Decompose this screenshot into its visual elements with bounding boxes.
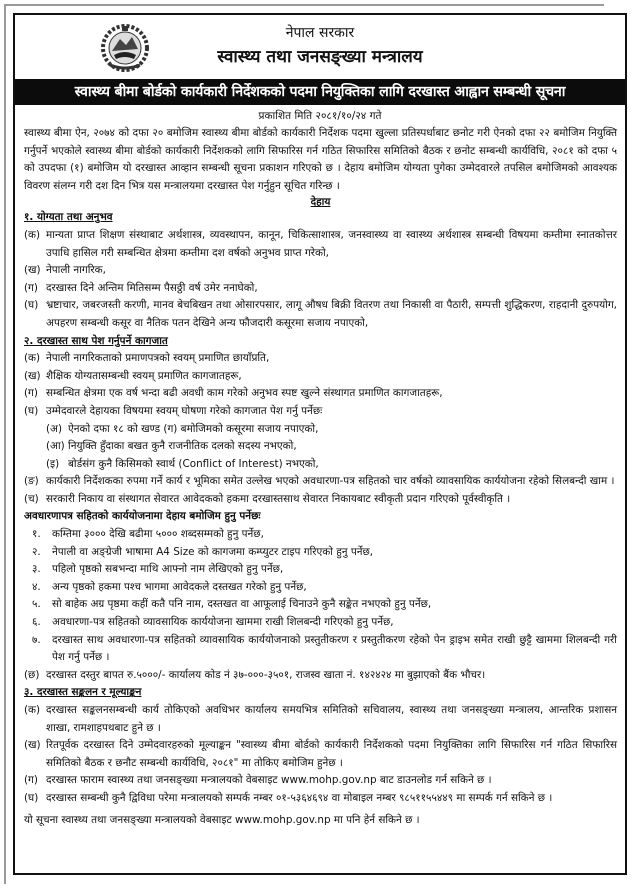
list-item <box>24 702 617 737</box>
item-text: दरखास्त फाराम स्वास्थ्य तथा जनसङ्ख्या मन्त्रालयको वेबसाइट www.mohp.gov.np बाट डाउनलोड गर्न सकिने छ । <box>46 774 492 787</box>
concept-paper-list <box>24 526 617 667</box>
item-text: उम्मेदवारले देहायका विषयमा स्वयम् घोषणा गरेको कागजात पेश गर्नु पर्नेछः <box>46 404 323 417</box>
item-text: अवधारणा-पत्र सहितको व्यावसायिक कार्ययोजना खाममा राखी शिलबन्दी गरिएको हुनु पर्नेछ, <box>52 616 394 629</box>
list-item <box>24 772 617 790</box>
fee-item <box>24 667 617 685</box>
footer-note: यो सूचना स्वास्थ्य तथा जनसङ्ख्या मन्त्रालयको वेबसाइट www.mohp.gov.np मा पनि हेर्न सकिने छ । <box>24 813 420 826</box>
list-item <box>24 491 617 509</box>
list-item <box>24 227 617 262</box>
item-marker: (ख) <box>24 264 41 277</box>
item-text: दरखास्त सम्बन्धी कुनै द्विविधा परेमा मन्त्रालयको सम्पर्क नम्बर ०१-५३६४६९४ वा मोबाइल नम्बर ९८५११५५४४९ मा सम्पर्क गर्न सकिने छ । <box>46 791 553 804</box>
item-marker: (ग) <box>24 774 38 787</box>
item-marker: १. <box>32 528 41 541</box>
item-marker: ७. <box>32 633 41 646</box>
item-text: कार्यकारी निर्देशकका रुपमा गर्ने कार्य र भूमिका समेत उल्लेख भएको अवधारणा-पत्र सहितको चार वर्षको व्यावसायिक कार्ययोजना रहेको सिलबन्दी खाम । <box>46 475 615 488</box>
list-item <box>24 385 617 403</box>
notice-title-banner: स्वास्थ्य बीमा बोर्डको कार्यकारी निर्देशकको पदमा नियुक्तिका लागि दरखास्त आह्वान सम्बन्धी सूचना <box>15 79 625 105</box>
numbered-item <box>24 614 617 632</box>
list-item <box>24 280 617 298</box>
item-marker: (च) <box>24 492 39 505</box>
section-1-list <box>24 227 617 333</box>
item-marker: ३. <box>32 563 41 576</box>
intro-paragraph: स्वास्थ्य बीमा ऐन, २०७४ को दफा २० बमोजिम स्वास्थ्य बीमा बोर्डको कार्यकारी निर्देशक पदमा खुल्ला प्रतिस्पर्धाबाट छनोट गरी ऐनको दफा २२ बमोजिम नियुक्ति गर्नुपर्ने भएकोले स्वास्थ्य बीमा बोर्डको कार्यकारी निर्देशकको लागि सिफारिस गर्न गठित सिफारिस समितिको बैठक र छनोट सम्बन्धी कार्यविधि, २०८१ को दफा ५ को उपदफा (१) बमोजिम यो दरखास्त आव्हान सम्बन्धी सूचना प्रकाशन गरिएको छ । देहाय बमोजिम योग्यता पुगेका उम्मेदवारले तपसिल बमोजिमको आवश्यक विवरण संलग्न गरी दश दिन भित्र यस मन्त्रालयमा दरखास्त पेश गर्नुहुन सूचित गरिन्छ । <box>24 127 617 192</box>
numbered-item <box>24 579 617 597</box>
item-text: दरखास्त साथ अवधारणा-पत्र सहितको व्यावसायिक कार्ययोजनाको प्रस्तुतीकरण र प्रस्तुतीकरण रहेको पेन ड्राइभ समेत राखी छुट्टै खाममा शिलबन्दी गरी पेश गर्नु पर्नेछ । <box>52 633 617 664</box>
sub-list-item <box>24 438 617 456</box>
item-text: मान्यता प्राप्त शिक्षण संस्थाबाट अर्थशास्त्र, व्यवस्थापन, कानून, चिकित्साशास्त्र, जनस्वास्थ्य वा स्वास्थ्य अर्थशास्त्र सम्बन्धी विषयमा कम्तीमा स्नातकोत्तर उपाधि हासिल गरी सम्बन्धित क्षेत्रमा कम्तीमा दश वर्षको अनुभव प्राप्त गरेको, <box>46 228 617 259</box>
item-marker: (ख) <box>24 739 41 752</box>
concept-paper-heading: अवधारणापत्र सहितको कार्ययोजनामा देहाय बमोजिम हुनु पर्नेछः <box>24 510 261 523</box>
item-text: बोर्डसंग कुनै किसिमको स्वार्थ (Conflict of Interest) नभएको, <box>68 457 319 470</box>
list-item <box>24 403 617 421</box>
dehay-heading: देहाय <box>310 196 331 209</box>
item-marker: (घ) <box>24 791 39 804</box>
ministry-name: स्वास्थ्य तथा जनसङ्ख्या मन्त्रालय <box>217 47 423 67</box>
item-text: दरखास्त सङ्कलनसम्बन्धी कार्य तोकिएको अवधिभर कार्यालय समयभित्र समितिको सचिवालय, स्वास्थ्य तथा जनसङ्ख्या मन्त्रालय, आन्तरिक प्रशासन शाखा, रामशाहपथबाट हुने छ । <box>46 704 617 734</box>
numbered-item <box>24 596 617 614</box>
numbered-item <box>24 561 617 579</box>
item-marker: (क) <box>24 704 41 716</box>
item-marker: (ग) <box>24 281 38 294</box>
section-1-title: १. योग्यता तथा अनुभव <box>24 211 113 224</box>
item-marker: (घ) <box>24 404 39 417</box>
item-text: अन्य पृष्ठको हकमा पश्च भागमा आवेदकले दस्तखत गरेको हुनु पर्नेछ, <box>52 580 307 593</box>
item-marker: (क) <box>24 228 41 241</box>
item-text: नियुक्ति हुँदाका बखत कुनै राजनीतिक दलको सदस्य नभएको, <box>68 440 297 453</box>
item-marker: (ङ) <box>24 475 39 488</box>
item-marker: (घ) <box>24 299 39 312</box>
section-2-title: २. दरखास्त साथ पेश गर्नुपर्ने कागजात <box>24 334 168 347</box>
item-marker: (क) <box>24 352 41 365</box>
numbered-item <box>24 526 617 544</box>
government-name: नेपाल सरकार <box>285 25 355 41</box>
list-item <box>24 297 617 332</box>
item-text: सम्बन्धित क्षेत्रमा एक वर्ष भन्दा बढी अवधी काम गरेको अनुभव स्पष्ट खुल्ने संस्थागत प्रमाणित कागजातहरू, <box>46 387 443 400</box>
item-marker: (इ) <box>46 457 60 470</box>
list-item <box>24 790 617 808</box>
section-3-title: ३. दरखास्त सङ्कलन र मूल्याङ्कन <box>24 686 142 699</box>
item-marker: ६. <box>32 616 41 629</box>
item-text: दरखास्त दिने अन्तिम मितिसम्म पैसठ्ठी वर्ष उमेर ननाघेको, <box>46 281 258 294</box>
notice-document <box>13 13 627 875</box>
item-text: नेपाली नागरिक, <box>46 264 106 277</box>
item-text: कम्तिमा ३००० देखि बढीमा ५००० शब्दसम्मको हुनु पर्नेछ, <box>52 528 264 541</box>
item-marker: २. <box>32 545 41 558</box>
item-text: दरखास्त दस्तुर बापत रु.५०००/- कार्यालय कोड नं ३७-०००-३५०१, राजस्व खाता नं. १४२४२४ मा बुझाएको बैंक भौचर। <box>46 668 486 681</box>
item-text: भ्रष्टाचार, जबरजस्ती करणी, मानव बेचबिखन तथा ओसारपसार, लागू औषध बिक्री वितरण तथा निकासी वा पैठारी, सम्पत्ती शुद्धिकरण, राहदानी दुरुपयोग, अपहरण सम्बन्धी कसूर वा नैतिक पतन देखिने अन्य फौजदारी कसूरमा सजाय नपाएको, <box>46 299 617 329</box>
item-marker: ४. <box>32 580 41 593</box>
list-item <box>24 350 617 368</box>
section-2-list <box>24 350 617 508</box>
item-text: शैक्षिक योग्यतासम्बन्धी स्वयम् प्रमाणित कागजातहरू, <box>46 369 242 382</box>
item-marker: (छ) <box>24 668 40 681</box>
item-marker: (अ) <box>46 422 63 435</box>
list-item <box>24 262 617 280</box>
item-text: नेपाली वा अङ्ग्रेजी भाषामा A4 Size को कागजमा कम्प्युटर टाइप गरिएको हुनु पर्नेछ, <box>52 545 374 558</box>
item-marker: ५. <box>32 598 41 611</box>
sub-list-item <box>24 421 617 439</box>
item-text: नेपाली नागरिकताको प्रमाणपत्रको स्वयम् प्रमाणित छायाँप्रति, <box>46 352 270 365</box>
item-text: सो बाहेक अग्र पृष्ठमा कहीं कतै पनि नाम, दस्तखत वा आफूलाई चिनाउने कुनै सङ्केत नभएको हुनु पर्नेछ, <box>52 598 432 611</box>
numbered-item <box>24 632 617 667</box>
item-text: ऐनको दफा १८ को खण्ड (ग) बमोजिमको कसूरमा सजाय नपाएको, <box>68 422 319 435</box>
item-text: पहिलो पृष्ठको सबभन्दा माथि आफ्नो नाम लेखिएको हुनु पर्नेछ, <box>52 563 284 576</box>
item-marker: (आ) <box>46 440 65 453</box>
item-text: रितपूर्वक दरखास्त दिने उम्मेदवारहरुको मूल्याङ्कन "स्वास्थ्य बीमा बोर्डको कार्यकारी निर्देशकको पदमा नियुक्तिका लागि सिफारिस गर्न गठित सिफारिस समितिको बैठक र छनौट सम्बन्धी कार्यविधि, २०८१" मा तोकिए बमोजिम हुनेछ । <box>46 739 617 769</box>
letterhead <box>15 15 625 79</box>
list-item <box>24 473 617 491</box>
section-3-list <box>24 702 617 808</box>
item-marker: (ख) <box>24 369 41 382</box>
sub-list-item <box>24 456 617 474</box>
notice-body <box>15 125 625 829</box>
numbered-item <box>24 544 617 562</box>
list-item <box>24 368 617 386</box>
list-item <box>24 737 617 772</box>
item-text: सरकारी निकाय वा संस्थागत सेवारत आवेदकको हकमा दरखास्तसाथ सेवारत निकायबाट स्वीकृती प्रदान गरिएको पूर्वस्वीकृति । <box>46 492 511 505</box>
item-marker: (ग) <box>24 387 38 400</box>
published-date: प्रकाशित मिति २०८१/१०/२४ गते <box>258 110 382 122</box>
